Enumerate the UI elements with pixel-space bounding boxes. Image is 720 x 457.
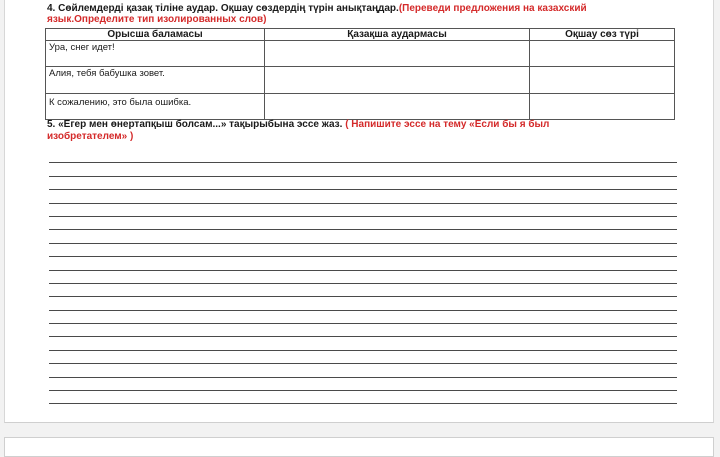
task-5-instruction: 5. «Егер мен өнертапқыш болсам...» тақырыбына эссе жаз. [47, 119, 343, 130]
writing-line[interactable] [49, 271, 677, 284]
writing-line[interactable] [49, 163, 677, 176]
writing-line[interactable] [49, 257, 677, 270]
writing-line[interactable] [49, 244, 677, 257]
essay-writing-lines[interactable] [49, 150, 677, 404]
writing-line[interactable] [49, 297, 677, 310]
header-kazakh: Қазақша аудармасы [265, 29, 530, 41]
task-4 [47, 3, 587, 25]
writing-line[interactable] [49, 324, 677, 337]
writing-line[interactable] [49, 391, 677, 404]
table-row [46, 67, 675, 94]
task-5-translation-cont: изобретателем» ) [47, 131, 134, 142]
task-4-translation: (Переведи предложения на казахский [398, 3, 587, 14]
translation-table [45, 28, 675, 120]
task-5-translation: ( Напишите эссе на тему «Если бы я был [345, 119, 550, 130]
worksheet-page [4, 0, 714, 423]
writing-line[interactable] [49, 190, 677, 203]
writing-line[interactable] [49, 337, 677, 350]
writing-line[interactable] [49, 378, 677, 391]
writing-line[interactable] [49, 150, 677, 163]
writing-line[interactable] [49, 230, 677, 243]
table-row [46, 41, 675, 67]
word-type-cell[interactable] [530, 94, 675, 120]
russian-sentence: К сожалению, это была ошибка. [46, 94, 265, 120]
writing-line[interactable] [49, 311, 677, 324]
table-row [46, 94, 675, 120]
task-4-instruction: 4. Сөйлемдерді қазақ тіліне аудар. Оқшау сөздердің түрін анықтаңдар. [47, 3, 399, 14]
writing-line[interactable] [49, 177, 677, 190]
task-5 [47, 119, 550, 142]
writing-line[interactable] [49, 364, 677, 377]
header-russian: Орысша баламасы [46, 29, 265, 41]
writing-line[interactable] [49, 284, 677, 297]
kazakh-translation-cell[interactable] [265, 94, 530, 120]
task-4-translation-cont: язык.Определите тип изолированных слов) [47, 14, 267, 25]
writing-line[interactable] [49, 351, 677, 364]
writing-line[interactable] [49, 204, 677, 217]
kazakh-translation-cell[interactable] [265, 41, 530, 67]
kazakh-translation-cell[interactable] [265, 67, 530, 94]
russian-sentence: Ура, снег идет! [46, 41, 265, 67]
next-page-edge [4, 437, 714, 457]
writing-line[interactable] [49, 217, 677, 230]
header-word-type: Оқшау сөз түрі [530, 29, 675, 41]
word-type-cell[interactable] [530, 67, 675, 94]
table-header-row [46, 29, 675, 41]
russian-sentence: Алия, тебя бабушка зовет. [46, 67, 265, 94]
word-type-cell[interactable] [530, 41, 675, 67]
